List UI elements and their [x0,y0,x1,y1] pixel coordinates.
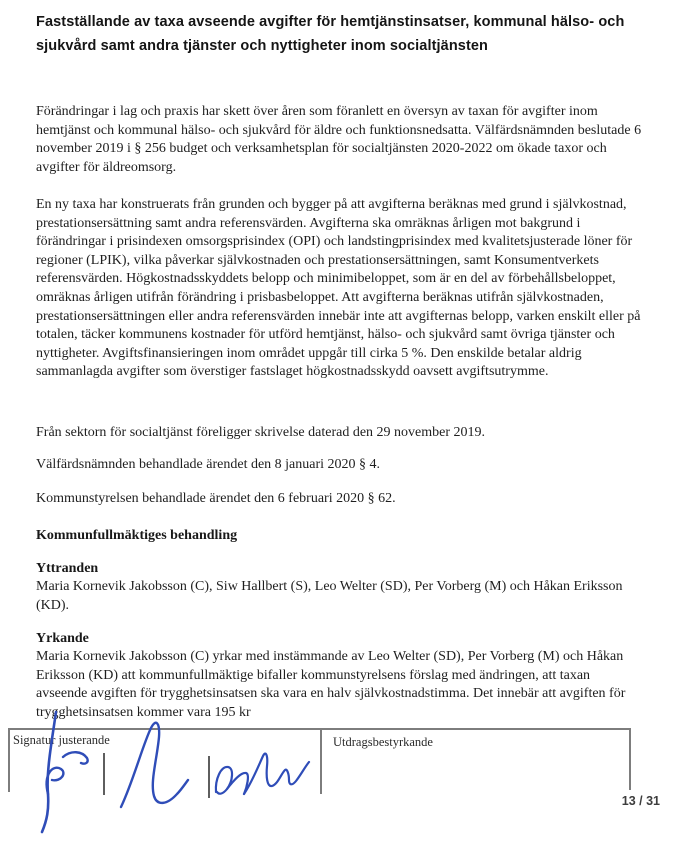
heading-yttranden: Yttranden [36,561,99,576]
signature-label: Signatur justerande [13,733,110,747]
signature-separator-2 [208,756,210,798]
footer-right-border [629,728,631,790]
heading-yrkande: Yrkande [36,631,89,646]
signature-3-part2 [227,773,248,794]
footer-left-border [8,728,10,792]
paragraph-background: Förändringar i lag och praxis har skett över åren som föranlett en översyn av taxan för avgifter inom hemtjänst och kommunal hälso- och sjukvård för äldre och funktionsnedsatta. Välfärdsnämnden beslutade 6 november 2019 i § 256 budget och verksamhetsplan för socialtjänsten 2020-2022 om ökade taxor och avgifter för äldreomsorg. [36,104,642,175]
signature-1-loop [47,768,64,794]
page-number: 13 / 31 [621,794,660,808]
footer-cell-divider [320,728,322,794]
yttranden-text: Maria Kornevik Jakobsson (C), Siw Hallbert (S), Leo Welter (SD), Per Vorberg (M) och Håkan Eriksson (KD). [36,579,623,613]
yrkande-text: Maria Kornevik Jakobsson (C) yrkar med instämmande av Leo Welter (SD), Per Vorberg (M) och Håkan Eriksson (KD) att kommunfullmäktige bifaller kommunstyrelsens förslag med ändringen, att taxan avseende avgiften för trygghetsinsatsen ska vara en halv självkostnadstimma. Det innebär att avgiften för trygghetsinsatsen kommer vara 195 kr [36,649,626,720]
document-title: Fastställande av taxa avseende avgifter för hemtjänstinsatser, kommunal hälso- och sjukvård samt andra tjänster och nyttigheter inom socialtjänsten [36,14,625,54]
signature-2 [121,723,188,807]
certify-label: Utdragsbestyrkande [333,735,433,749]
signature-3-part1 [216,767,232,794]
statement-valfardsnamnden: Välfärdsnämnden behandlade ärendet den 8 januari 2020 § 4. [36,457,381,472]
signature-1-stroke [42,712,56,832]
heading-kommunfullmaktiges-behandling: Kommunfullmäktiges behandling [36,528,238,543]
paragraph-new-taxa: En ny taxa har konstruerats från grunden och bygger på att avgifterna beräknas med grund i självkostnad, prestationsersättning samt andra referensvärden. Avgifterna ska omräknas årligen mot bakgrund i förändringar i prisindexen omsorgsprisindex (OPI) och landstingprisindex med kvalitetsjusterade löner för regioner (LPIK), vilka påverkar självkostnaden och prestationsersättningen, samt Konsumentverkets referensvärden. Högkostnadsskyddets belopp och minimibeloppet, som är en del av förbehållsbeloppet, omräknas årligen utifrån förändring i prisbasbeloppet. Att avgifterna beräknas utifrån självkostnaden, prestationsersättningen eller andra referensvärden innebär inte att avgifternas belopp, varken enskilt eller på totalen, täcker kommunens kostnader för utförd hemtjänst, hälso- och sjukvård samt övriga tjänster och nyttigheter. Avgiftsfinansieringen inom området uppgår till cirka 5 %. Den enskilde betalar aldrig sammanlagda avgifter som överstiger fastslaget högkostnadsskydd oavsett avgiftsutrymme. [36,197,641,380]
statement-skrivelse: Från sektorn för socialtjänst föreligger skrivelse daterad den 29 november 2019. [36,425,486,440]
signature-separator-1 [103,753,105,795]
signature-1-curl [63,752,88,763]
signature-3-part3 [244,754,309,794]
statement-kommunstyrelsen: Kommunstyrelsen behandlade ärendet den 6 februari 2020 § 62. [36,491,396,506]
